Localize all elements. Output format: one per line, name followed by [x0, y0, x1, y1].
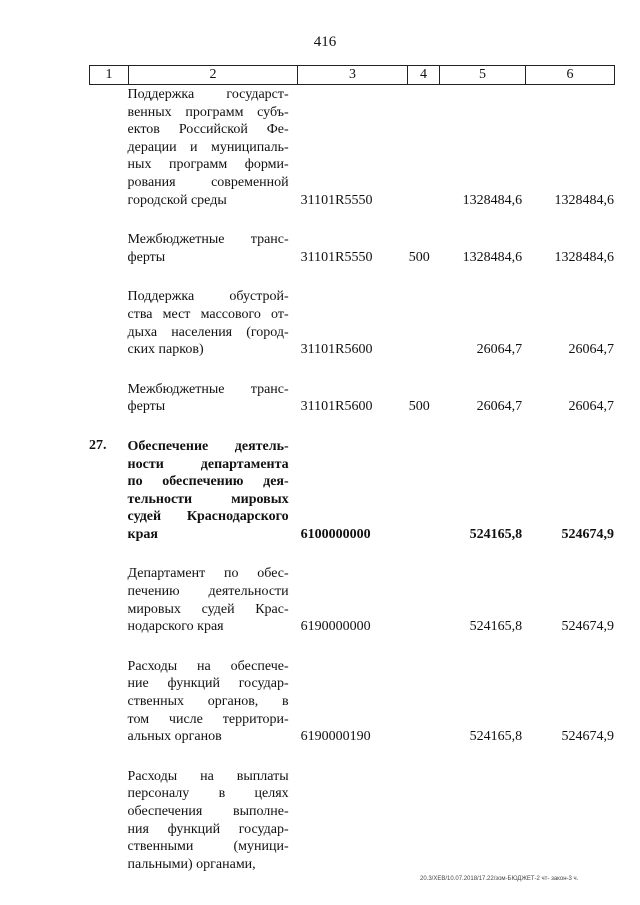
column-header-6: 6 — [526, 66, 615, 85]
description-line: пальными) органами, — [127, 856, 256, 872]
description-line: ние функций государ- — [127, 676, 289, 692]
description-line: дерации и муниципаль- — [127, 139, 289, 155]
row-amount-col5: 26064,7 — [476, 342, 523, 358]
row-description — [128, 231, 295, 266]
row-amount-col5: 524165,8 — [469, 526, 523, 542]
column-header-row — [90, 66, 615, 85]
row-description — [128, 658, 295, 746]
table-row — [89, 565, 614, 635]
description-line: Департамент по обес- — [127, 566, 289, 582]
row-amount-col5: 1328484,6 — [462, 249, 523, 265]
row-amount-col6: 26064,7 — [568, 342, 614, 358]
row-code: 31101R5550 — [300, 249, 373, 265]
table-row — [89, 231, 614, 266]
row-amount-col6: 524674,9 — [561, 729, 614, 745]
description-line: края — [127, 526, 158, 542]
description-line: ственных органов, в — [127, 694, 289, 710]
row-description — [128, 288, 295, 358]
description-line: ферты — [127, 249, 166, 265]
description-line: городской среды — [127, 192, 227, 208]
description-line: ферты — [127, 399, 166, 415]
description-line: судей Краснодарского — [127, 509, 289, 525]
description-line: Поддержка обустрой- — [127, 289, 289, 305]
column-header-4: 4 — [408, 66, 440, 85]
row-expense-type: 500 — [408, 249, 430, 265]
row-description — [128, 86, 295, 209]
description-line: Поддержка государст- — [127, 87, 289, 102]
column-header-table — [89, 65, 615, 85]
description-line: персоналу в целях — [127, 786, 289, 802]
table-row — [89, 86, 614, 209]
description-line: ности департамента — [127, 456, 289, 472]
row-description — [128, 381, 295, 416]
description-line: обеспечения выполне- — [127, 804, 289, 819]
description-line: Межбюджетные транс- — [127, 381, 289, 397]
table-row — [89, 768, 614, 874]
description-line: ственными (муници- — [127, 839, 289, 855]
description-line: ния функций государ- — [127, 821, 289, 837]
description-line: Расходы на обеспече- — [127, 658, 289, 674]
row-amount-col5: 26064,7 — [476, 399, 523, 415]
row-code: 6190000000 — [300, 619, 371, 635]
row-amount-col6: 1328484,6 — [554, 192, 614, 208]
row-code: 31101R5550 — [300, 192, 373, 208]
description-line: венных программ субъ- — [127, 104, 289, 120]
description-line: ных программ форми- — [127, 157, 289, 173]
description-line: ских парков) — [127, 342, 204, 358]
footer-note: 20.3/ХЕВ/10.07.2018/17.22/зом-БЮДЖЕТ-2 чт- закон-3 ч. — [420, 876, 579, 882]
column-header-2: 2 — [129, 66, 298, 85]
budget-table-body — [89, 86, 614, 873]
row-amount-col6: 26064,7 — [568, 399, 614, 415]
column-header-3: 3 — [298, 66, 408, 85]
row-amount-col5: 524165,8 — [469, 619, 523, 635]
description-line: печению деятельности — [127, 584, 289, 600]
table-row — [89, 288, 614, 358]
table-row — [89, 381, 614, 416]
description-line: дыха населения (город- — [127, 324, 289, 340]
row-description — [128, 565, 295, 635]
row-code: 6190000190 — [300, 729, 371, 745]
description-line: Расходы на выплаты — [127, 768, 289, 784]
description-line: альных органов — [127, 729, 222, 745]
row-expense-type: 500 — [408, 399, 430, 415]
description-line: ектов Российской Фе- — [127, 122, 289, 138]
column-header-5: 5 — [440, 66, 526, 85]
description-line: мировых судей Крас- — [127, 601, 289, 617]
row-code: 31101R5600 — [300, 399, 373, 415]
column-header-1: 1 — [90, 66, 129, 85]
page-number: 416 — [313, 34, 337, 50]
row-code: 6100000000 — [300, 526, 371, 542]
row-amount-col6: 524674,9 — [561, 526, 614, 542]
description-line: нодарского края — [127, 619, 224, 635]
description-line: том числе территори- — [127, 711, 289, 727]
description-line: по обеспечению дея- — [127, 474, 289, 490]
table-row — [89, 658, 614, 746]
row-amount-col6: 524674,9 — [561, 619, 614, 635]
row-amount-col5: 524165,8 — [469, 729, 523, 745]
row-number: 27. — [89, 437, 107, 453]
description-line: ства мест массового от- — [127, 306, 289, 322]
description-line: Межбюджетные транс- — [127, 232, 289, 248]
row-amount-col5: 1328484,6 — [462, 192, 523, 208]
row-code: 31101R5600 — [300, 342, 373, 358]
table-row — [89, 438, 614, 544]
row-amount-col6: 1328484,6 — [554, 249, 614, 265]
description-line: тельности мировых — [127, 491, 289, 507]
description-line: Обеспечение деятель- — [127, 438, 289, 454]
row-description — [128, 768, 295, 874]
row-description — [128, 438, 295, 544]
description-line: рования современной — [127, 174, 289, 190]
